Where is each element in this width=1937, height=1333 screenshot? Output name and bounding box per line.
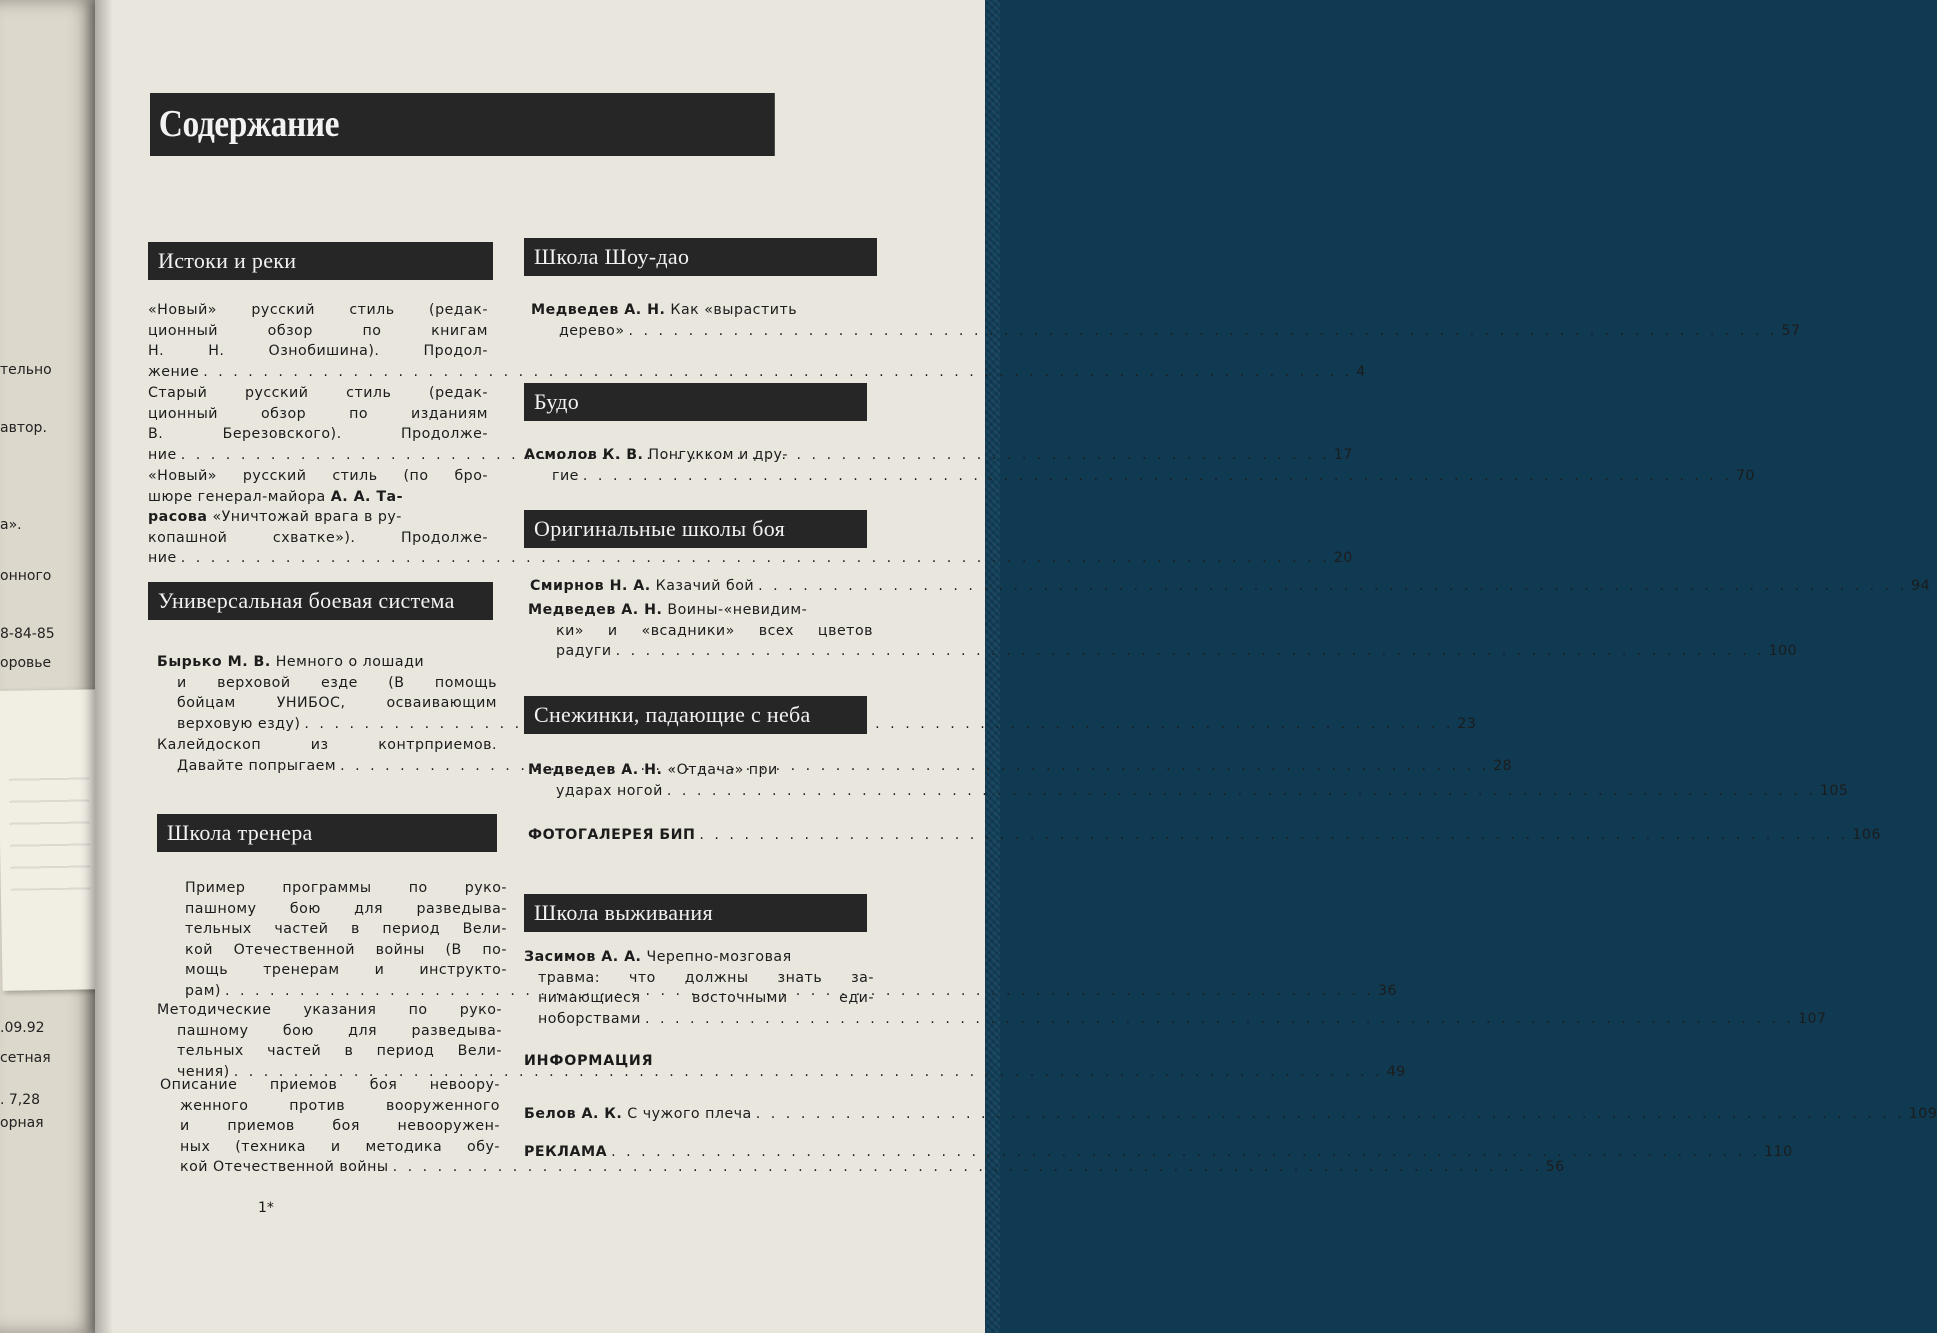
entry-line: ных (техника и методика обу- [180,1138,500,1155]
entry-line: женного против вооруженного [180,1097,500,1114]
entry-line: ционный обзор по книгам [148,322,488,339]
toc-entry [528,600,1798,662]
page-number: 110 [1764,1144,1793,1160]
section-heading-shou-dao: Школа Шоу-дао [524,238,877,276]
entry-text: Черепно-мозговая [641,949,792,965]
bookmark-scrawl [9,769,91,890]
entry-author: Белов А. К. [524,1106,623,1122]
left-page-fragment: 8-84-85 [0,626,55,642]
entry-last-line [524,1009,1827,1030]
entry-line: ударах ногой [556,782,663,799]
entry-text: Как «вырастить [665,302,798,318]
entry-line: жение [148,363,200,380]
toc-entry [530,576,1931,597]
page-signature-mark: 1* [258,1200,274,1216]
leader-dots [699,827,1848,843]
left-page-fragment: автор. [0,420,47,436]
entry-last-line [524,466,1755,487]
entry-line: и верховой езде (В помощь [177,674,497,691]
entry-author: Медведев А. Н. [528,762,663,778]
page-number: 70 [1735,467,1755,484]
section-heading-budo: Будо [524,383,867,421]
section-heading-istoki: Истоки и реки [148,242,493,280]
page-number: 4 [1356,363,1366,380]
entry-line: кой Отечественной войны [180,1159,389,1176]
entry-line [530,578,754,594]
entry-line [528,760,873,781]
entry-line: и приемов боя невооружен- [180,1118,500,1135]
entry-text: шюре генерал-майора [148,488,331,505]
entry-line: копашной схватке»). Продолже- [148,529,488,546]
entry-line: ноборствами [538,1010,641,1027]
entry-last-line [531,321,1801,342]
entry-line: мощь тренерам и инструкто- [185,962,507,979]
entry-last-line [528,641,1798,662]
entry-author: Бырько М. В. [157,654,271,670]
left-page-fragment: оровье [0,655,52,671]
entry-last-line [528,781,1849,802]
left-page-fragment: онного [0,568,52,584]
entry-text: Немного о лошади [270,654,425,670]
entry-line [524,1106,752,1122]
entry-author: Асмолов К. В. [524,447,644,463]
page-number: 56 [1545,1159,1565,1176]
left-page-fragment: . 7,28 [0,1092,41,1108]
page-number: 109 [1908,1106,1937,1122]
entry-line: нимающиеся восточными еди- [538,990,874,1007]
entry-line: бойцам УНИБОС, осваивающим [177,695,497,712]
entry-line: ние [148,446,177,463]
entry-line: кой Отечественной войны (В по- [185,941,507,958]
entry-author: Медведев А. Н. [528,602,663,618]
entry-text: Воины-«невидим- [662,602,808,618]
entry-line: Калейдоскоп из контрприемов. [157,737,497,753]
entry-line: гие [552,467,579,484]
entry-line [531,300,876,321]
leader-dots [616,643,1765,659]
section-heading-original-schools: Оригинальные школы боя [524,510,867,548]
entry-line: ки» и «всадники» всех цветов [556,622,873,639]
toc-entry [524,1104,1937,1125]
section-heading-snowflakes: Снежинки, падающие с неба [524,696,867,734]
toc-entry [524,1142,1793,1163]
toc-entry [528,825,1881,846]
entry-line: Методические указания по руко- [157,1002,502,1018]
entry-text: «Уничтожай врага в ру- [207,509,402,526]
entry-last-line [530,576,1931,597]
toc-entry [531,300,1801,341]
adjacent-left-page [0,0,100,1333]
leader-dots [645,1011,1794,1027]
entry-author: Засимов А. А. [524,949,642,965]
section-heading-unibos: Универсальная боевая система [148,582,493,620]
leader-dots [203,364,1352,380]
entry-line: ционный обзор по изданиям [148,405,488,422]
page-title: Содержание [150,93,775,156]
page-number: 20 [1333,550,1353,567]
entry-line: В. Березовского). Продолже- [148,426,488,443]
entry-last-line [160,1157,1565,1178]
entry-line: тельных частей в период Вели- [177,1043,502,1060]
entry-line [528,600,873,621]
entry-line: пашному бою для разведыва- [177,1022,502,1039]
entry-line: верховую езду) [177,715,301,732]
entry-line: пашному бою для разведыва- [185,900,507,917]
leader-dots [340,758,1489,774]
entry-line [524,947,874,968]
section-heading-information: ИНФОРМАЦИЯ [524,1053,654,1069]
page-number: 23 [1457,715,1477,732]
entry-line [148,507,488,528]
entry-text: Понгукком и дру- [643,447,788,463]
entry-line [524,445,869,466]
entry-line: «Новый» русский стиль (по бро- [148,468,488,484]
entry-text: «Отдача» при [662,762,778,778]
left-page-fragment: тельно [0,362,52,378]
entry-last-line [148,548,1353,569]
leader-dots [304,716,1453,732]
entry-line: травма: что должны знать за- [538,969,874,986]
entry-text: Казачий бой [650,578,755,594]
entry-line: дерево» [559,322,625,339]
entry-line: тельных частей в период Вели- [185,921,507,938]
entry-author: ФОТОГАЛЕРЕЯ БИП [528,827,696,843]
page-number: 49 [1386,1063,1406,1080]
entry-line: Описание приемов боя невоору- [160,1077,500,1093]
entry-line: чения) [177,1063,230,1080]
entry-line: Н. Н. Ознобишина). Продол- [148,343,488,360]
page-number: 100 [1768,643,1798,660]
entry-author: А. А. Та- [330,488,404,505]
leader-dots [611,1144,1760,1160]
section-heading-trener: Школа тренера [157,814,497,852]
leader-dots [583,468,1732,484]
page-number: 106 [1852,827,1881,843]
left-page-fragment: .09.92 [0,1020,45,1036]
page-number: 94 [1911,578,1931,594]
entry-line [148,487,488,508]
entry-author: Медведев А. Н. [531,302,666,318]
entry-author: Смирнов Н. А. [530,578,651,594]
entry-line: Пример программы по руко- [185,880,507,896]
section-heading-survival: Школа выживания [524,894,867,932]
leader-dots [629,323,1778,339]
left-page-fragment: сетная [0,1050,51,1066]
entry-author: РЕКЛАМА [524,1144,608,1160]
left-page-fragment: орная [0,1115,44,1131]
entry-line: Давайте попрыгаем [177,757,337,774]
entry-line [157,652,497,673]
entry-line: «Новый» русский стиль (редак- [148,302,488,318]
leader-dots [756,1106,1905,1122]
page-number: 57 [1781,322,1801,339]
page-gutter-shadow [95,0,113,1333]
entry-last-line [148,362,1366,383]
leader-dots [181,550,1330,566]
entry-line: радуги [556,643,612,660]
entry-last-line [524,1104,1937,1125]
entry-line: Старый русский стиль (редак- [148,385,488,401]
entry-author: расова [148,509,208,526]
page-number: 107 [1797,1010,1827,1027]
leader-dots [758,578,1907,594]
left-page-fragment: а». [0,517,22,533]
entry-line: рам) [185,982,221,999]
page-number: 17 [1333,446,1353,463]
entry-last-line [528,825,1881,846]
entry-line: ние [148,550,177,567]
page-number: 36 [1377,982,1398,999]
page-number: 105 [1819,782,1849,799]
entry-text: С чужого плеча [622,1106,752,1122]
page-number: 28 [1493,757,1513,774]
leader-dots [667,783,1816,799]
entry-last-line [524,1142,1793,1163]
